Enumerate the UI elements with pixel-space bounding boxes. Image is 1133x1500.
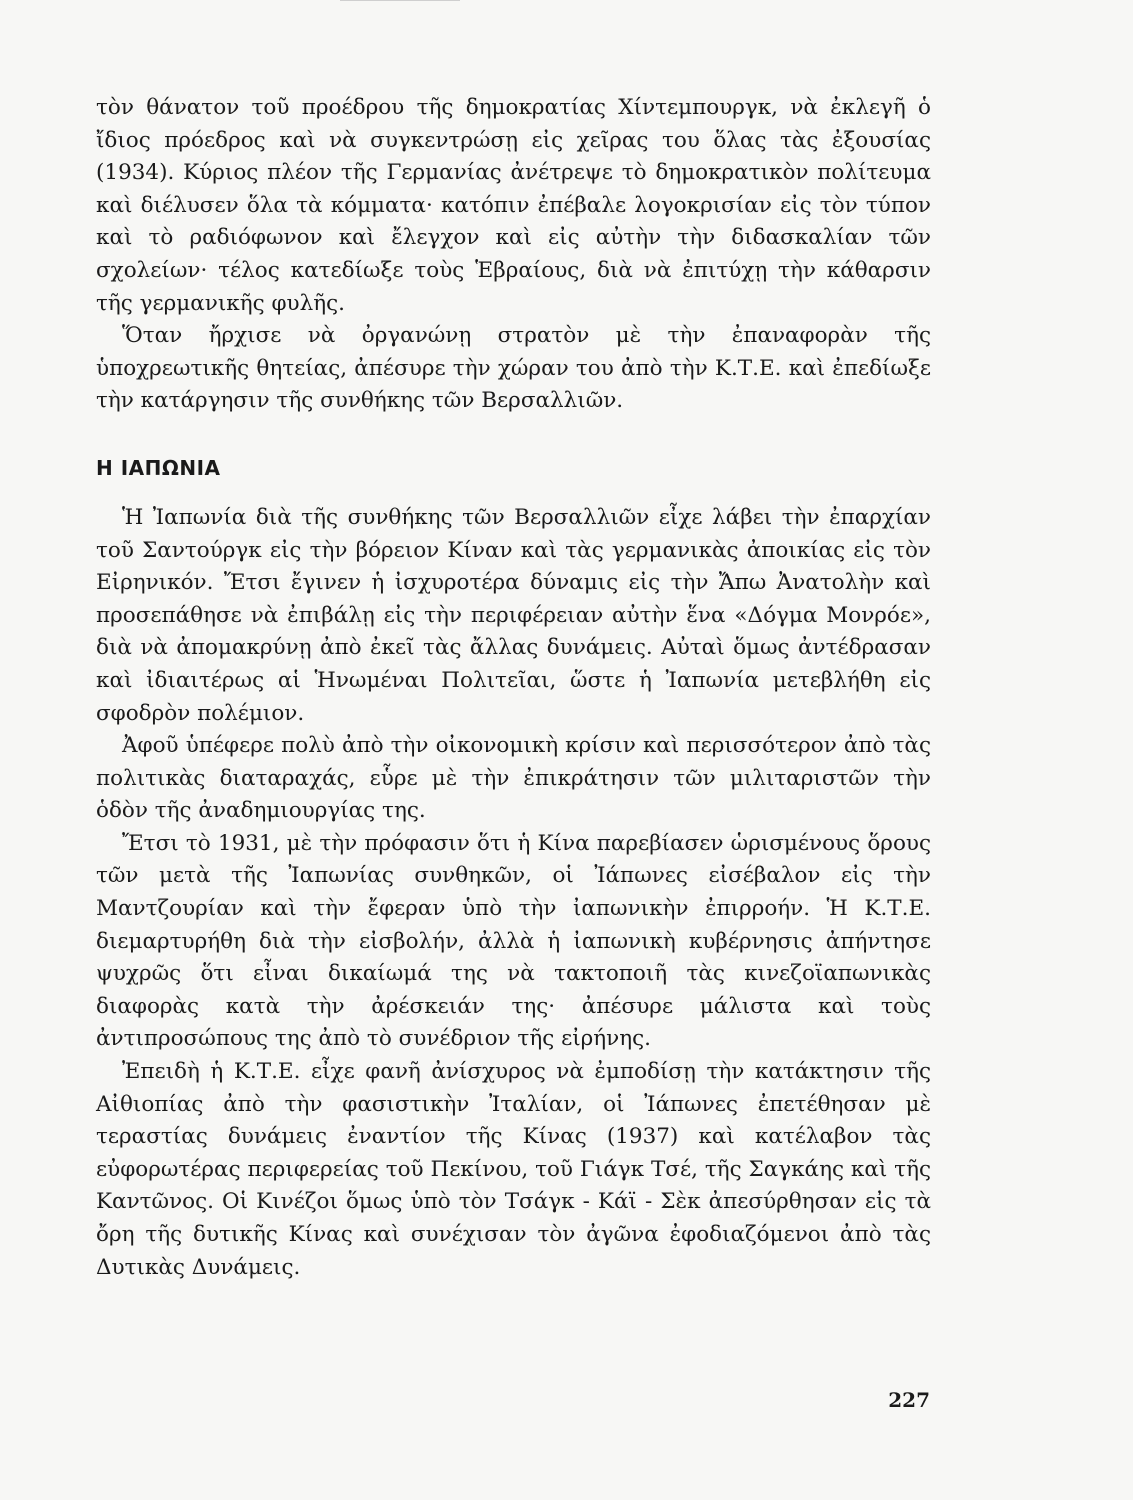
paragraph-china-1937: Ἐπειδὴ ἡ Κ.Τ.Ε. εἶχε φανῆ ἀνίσχυρος νὰ ἐμποδίσῃ τὴν κατάκτησιν τῆς Αἰθιοπίας ἀπὸ τὴν φασιστικὴν Ἰταλίαν, οἱ Ἰάπωνες ἐπετέθησαν μὲ τεραστίας δυνάμεις ἐναντίον τῆς Κίνας (1937) καὶ κατέλαβον τὰς εὐφορωτέρας περιφερείας τοῦ Πεκίνου, τοῦ Γιάγκ Τσέ, τῆς Σαγκάης καὶ τῆς Καντῶνος. Οἱ Κινέζοι ὅμως ὑπὸ τὸν Τσάγκ - Κάϊ - Σὲκ ἀπεσύρθησαν εἰς τὰ ὄρη τῆς δυτικῆς Κίνας καὶ συνέχισαν τὸν ἀγῶνα ἐφοδιαζόμενοι ἀπὸ τὰς Δυτικὰς Δυνάμεις. <box>96 1059 931 1280</box>
page-number: 227 <box>888 1388 930 1412</box>
paragraph-manchuria-1931: Ἔτσι τὸ 1931, μὲ τὴν πρόφασιν ὅτι ἡ Κίνα παρεβίασεν ὡρισμένους ὅρους τῶν μετὰ τῆς Ἰαπωνίας συνθηκῶν, οἱ Ἰάπωνες εἰσέβαλον εἰς τὴν Μαντζουρίαν καὶ τὴν ἔφεραν ὑπὸ τὴν ἰαπωνικὴν ἐπιρροήν. Ἡ Κ.Τ.Ε. διεμαρτυρήθη διὰ τὴν εἰσβολήν, ἀλλὰ ἡ ἰαπωνικὴ κυβέρνησις ἀπήντησε ψυχρῶς ὅτι εἶναι δικαίωμά της νὰ τακτοποιῆ τὰς κινεζοϊαπωνικὰς διαφορὰς κατὰ τὴν ἀρέσκειάν της· ἀπέσυρε μάλιστα καὶ τοὺς ἀντιπροσώπους της ἀπὸ τὸ συνέδριον τῆς εἰρήνης. <box>96 830 931 1052</box>
paragraph-economic-crisis: Ἀφοῦ ὑπέφερε πολὺ ἀπὸ τὴν οἰκονομικὴ κρίσιν καὶ περισσότερον ἀπὸ τὰς πολιτικὰς διαταραχάς, εὗρε μὲ τὴν ἐπικράτησιν τῶν μιλιταριστῶν τὴν ὁδὸν τῆς ἀναδημιουργίας της. <box>96 733 931 824</box>
page-body <box>96 92 931 1284</box>
scan-edge-mark <box>340 0 460 1</box>
paragraph-japan-versailles: Ἡ Ἰαπωνία διὰ τῆς συνθήκης τῶν Βερσαλλιῶν εἶχε λάβει τὴν ἐπαρχίαν τοῦ Σαντούργκ εἰς τὴν βόρειον Κίναν καὶ τὰς γερμανικὰς ἀποικίας εἰς τὸν Εἰρηνικόν. Ἔτσι ἔγινεν ἡ ἰσχυροτέρα δύναμις εἰς τὴν Ἄπω Ἀνατολὴν καὶ προσεπάθησε νὰ ἐπιβάλῃ εἰς τὴν περιφέρειαν αὐτὴν ἕνα «Δόγμα Μονρόε», διὰ νὰ ἀπομακρύνῃ ἀπὸ ἐκεῖ τὰς ἄλλας δυνάμεις. Αὐταὶ ὅμως ἀντέδρασαν καὶ ἰδιαιτέρως αἱ Ἡνωμέναι Πολιτεῖαι, ὥστε ἡ Ἰαπωνία μετεβλήθη εἰς σφοδρὸν πολέμιον. <box>96 504 931 726</box>
section-heading-japan: Η ΙΑΠΩΝΙΑ <box>96 455 221 480</box>
paragraph-hindenburg-continuation: τὸν θάνατον τοῦ προέδρου τῆς δημοκρατίας Χίντεμπουργκ, νὰ ἐκλεγῆ ὁ ἴδιος πρόεδρος καὶ νὰ συγκεντρώσῃ εἰς χεῖρας του ὅλας τὰς ἐξουσίας (1934). Κύριος πλέον τῆς Γερμανίας ἀνέτρεψε τὸ δημοκρατικὸν πολίτευμα καὶ διέλυσεν ὅλα τὰ κόμματα· κατόπιν ἐπέβαλε λογοκρισίαν εἰς τὸν τύπον καὶ τὸ ραδιόφωνον καὶ ἔλεγχον καὶ εἰς αὐτὴν τὴν διδασκαλίαν τῶν σχολείων· τέλος κατεδίωξε τοὺς Ἑβραίους, διὰ νὰ ἐπιτύχῃ τὴν κάθαρσιν τῆς γερμανικῆς φυλῆς. <box>96 95 931 316</box>
paragraph-military-conscription: Ὅταν ἤρχισε νὰ ὀργανώνῃ στρατὸν μὲ τὴν ἐπαναφορὰν τῆς ὑποχρεωτικῆς θητείας, ἀπέσυρε τὴν χώραν του ἀπὸ τὴν Κ.Τ.Ε. καὶ ἐπεδίωξε τὴν κατάργησιν τῆς συνθήκης τῶν Βερσαλλιῶν. <box>96 323 931 414</box>
